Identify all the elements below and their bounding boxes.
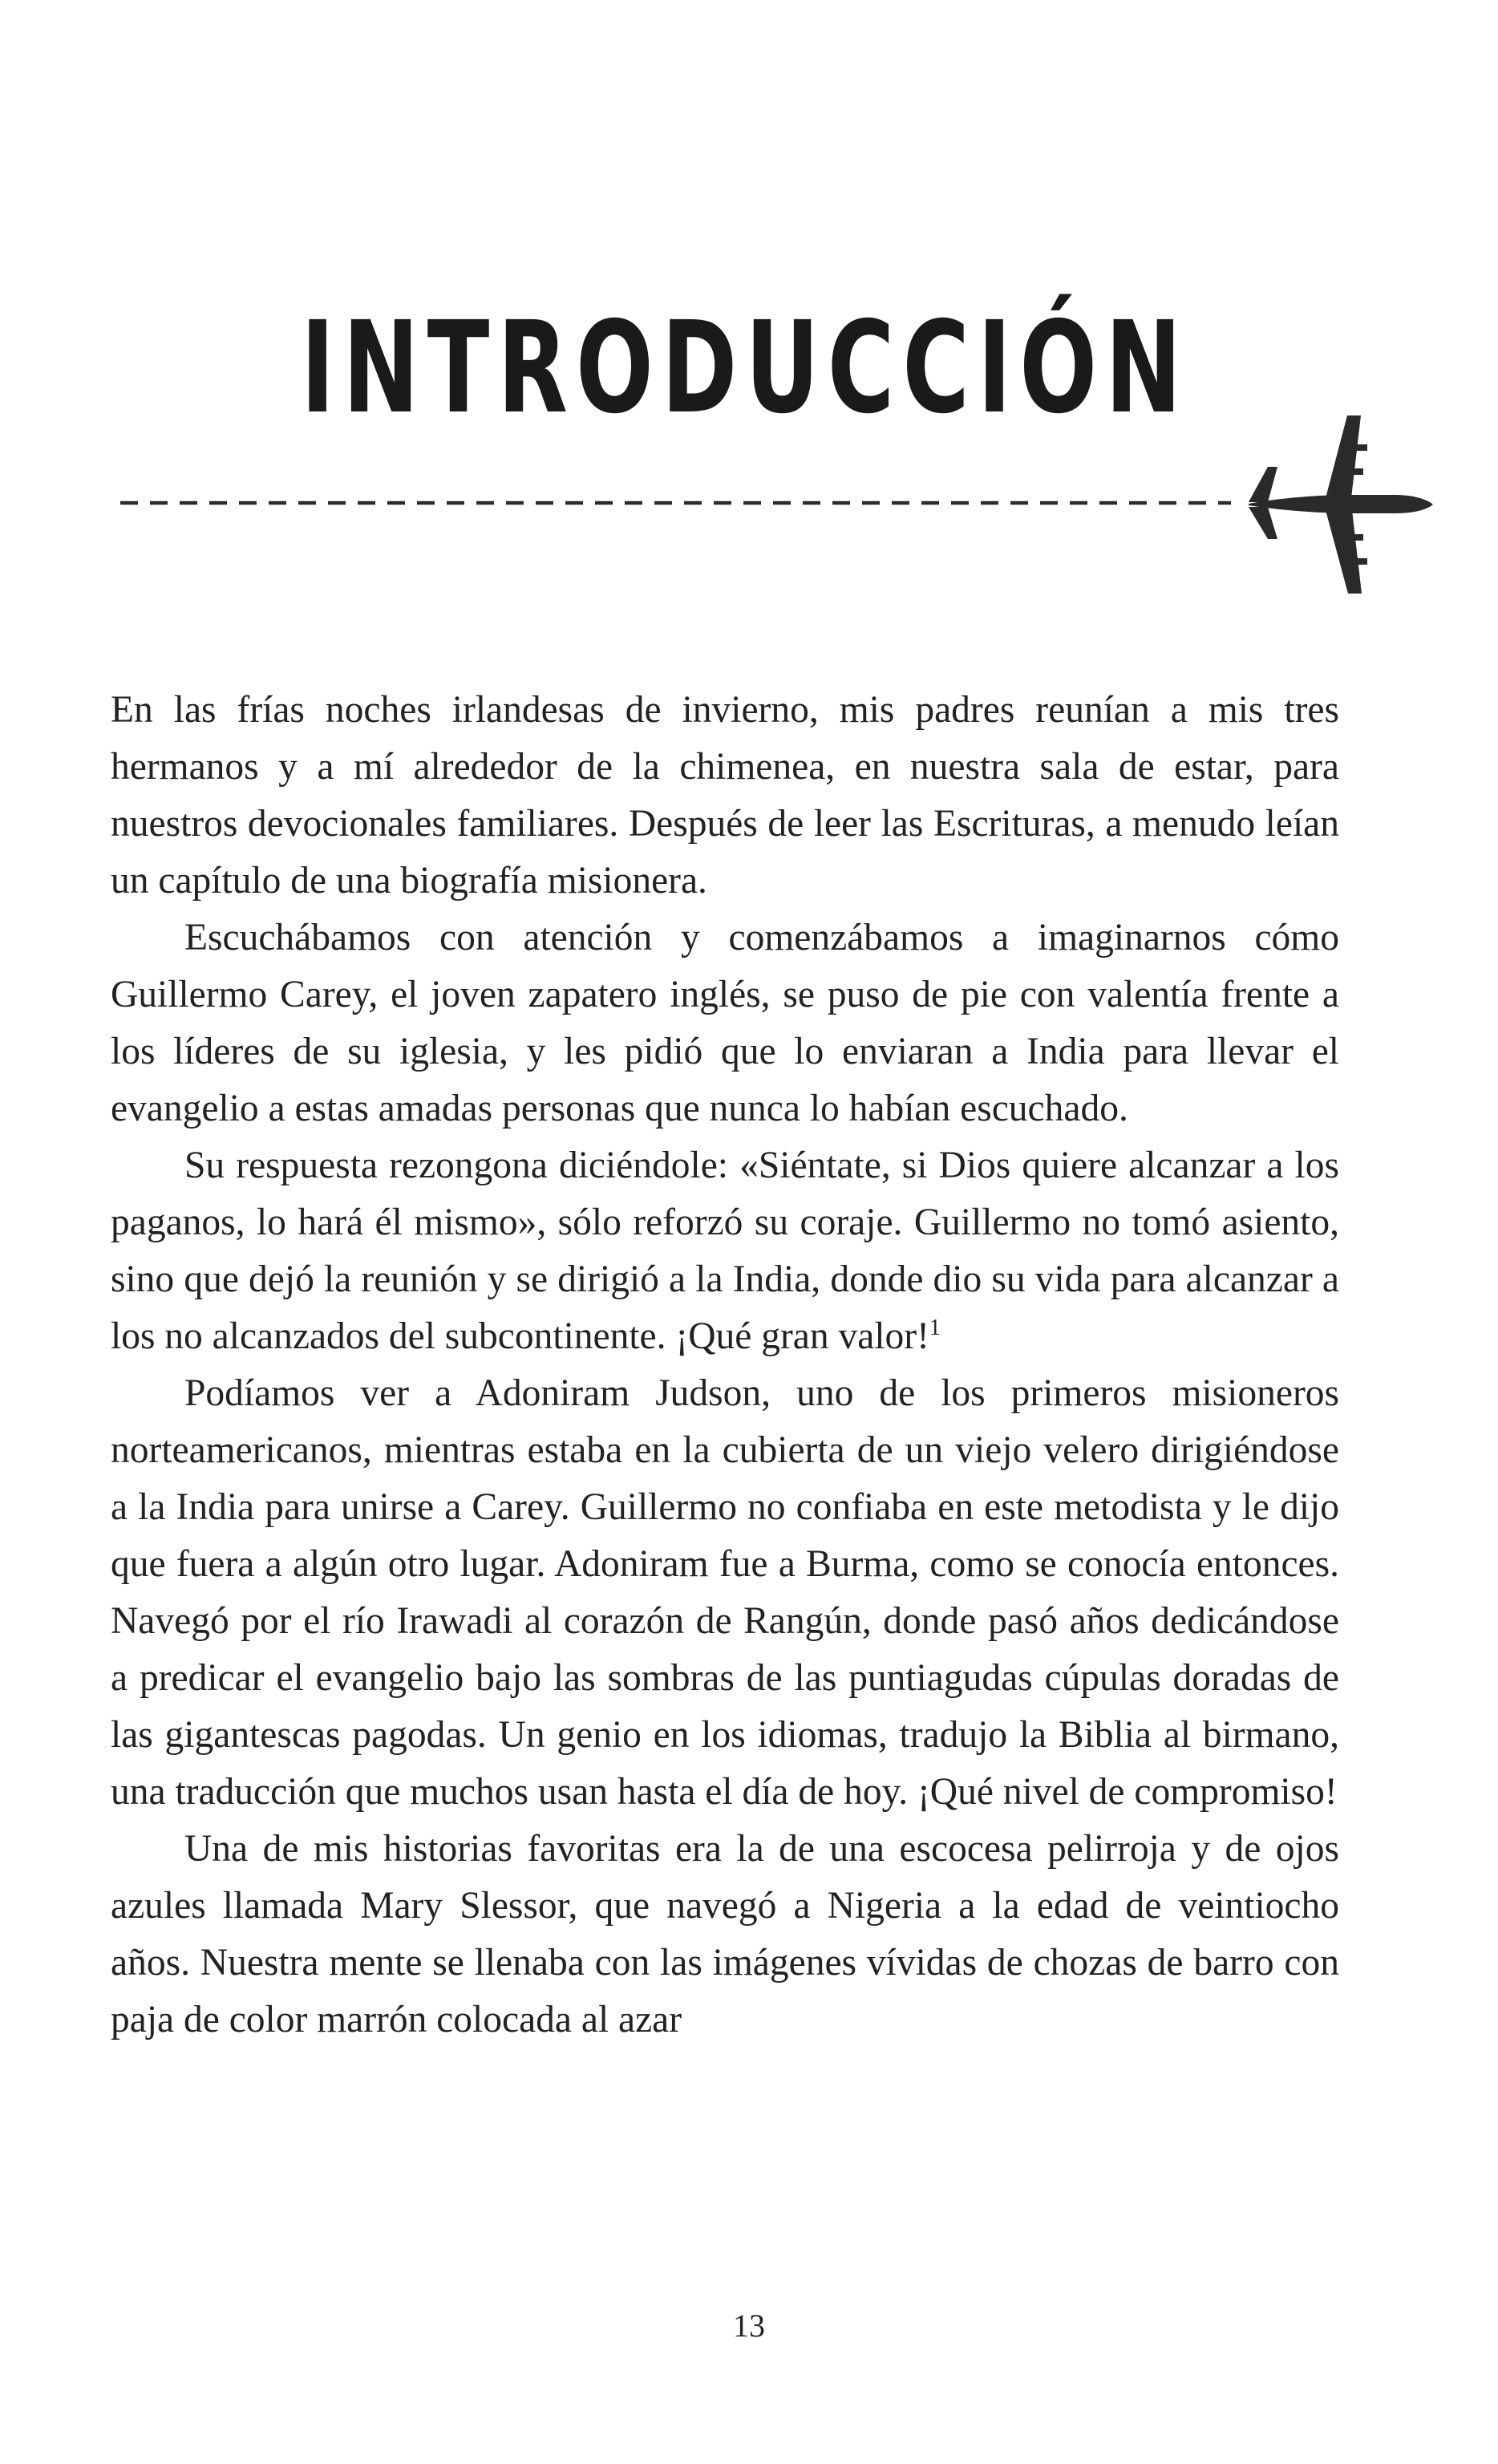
paragraph-3 <box>111 1137 1339 1365</box>
paragraph-2: Escuchábamos con atención y comenzábamos a imaginarnos cómo Guillermo Carey, el joven zapatero inglés, se puso de pie con valentía frente a los líderes de su iglesia, y les pidió que lo enviaran a India para llevar el evangelio a estas amadas personas que nunca lo habían escuchado. <box>111 917 1339 1129</box>
paragraph-3-text: Su respuesta rezongona diciéndole: «Siéntate, si Dios quiere alcanzar a los paganos, lo hará él mismo», sólo reforzó su coraje. Guillermo no tomó asiento, sino que dejó la reunión y se dirigió a la India, donde dio su vida para alcanzar a los no alcanzados del subcontinente. ¡Qué gran valor! <box>111 1145 1339 1357</box>
chapter-header <box>0 0 1498 610</box>
paragraph-1: En las frías noches irlandesas de invierno, mis padres reunían a mis tres hermanos y a mí alrededor de la chimenea, en nuestra sala de estar, para nuestros devocionales familiares. Después de leer las Escrituras, a menudo leían un capítulo de una biografía misionera. <box>111 689 1339 902</box>
paragraph-5: Una de mis historias favoritas era la de una escocesa pelirroja y de ojos azules llamada Mary Slessor, que navegó a Nigeria a la edad de veintiocho años. Nuestra mente se llenaba con las imágenes vívidas de chozas de barro con paja de color marrón colocada al azar <box>111 1828 1339 2040</box>
chapter-title: INTRODUCCIÓN <box>301 294 1190 442</box>
page-number: 13 <box>733 2308 765 2344</box>
body-text <box>111 682 1339 2049</box>
dashed-line <box>120 497 1235 509</box>
airplane-icon <box>1231 401 1439 602</box>
footnote-reference[interactable]: 1 <box>929 1315 941 1341</box>
paragraph-4: Podíamos ver a Adoniram Judson, uno de los primeros misioneros norteamericanos, mientras estaba en la cubierta de un viejo velero dirigiéndose a la India para unirse a Carey. Guillermo no confiaba en este metodista y le dijo que fuera a algún otro lugar. Adoniram fue a Burma, como se conocía entonces. Navegó por el río Irawadi al corazón de Rangún, donde pasó años dedicándose a predicar el evangelio bajo las sombras de las puntiagudas cúpulas doradas de las gigantescas pagodas. Un genio en los idiomas, tradujo la Biblia al birmano, una traducción que muchos usan hasta el día de hoy. ¡Qué nivel de compromiso! <box>111 1372 1339 1813</box>
